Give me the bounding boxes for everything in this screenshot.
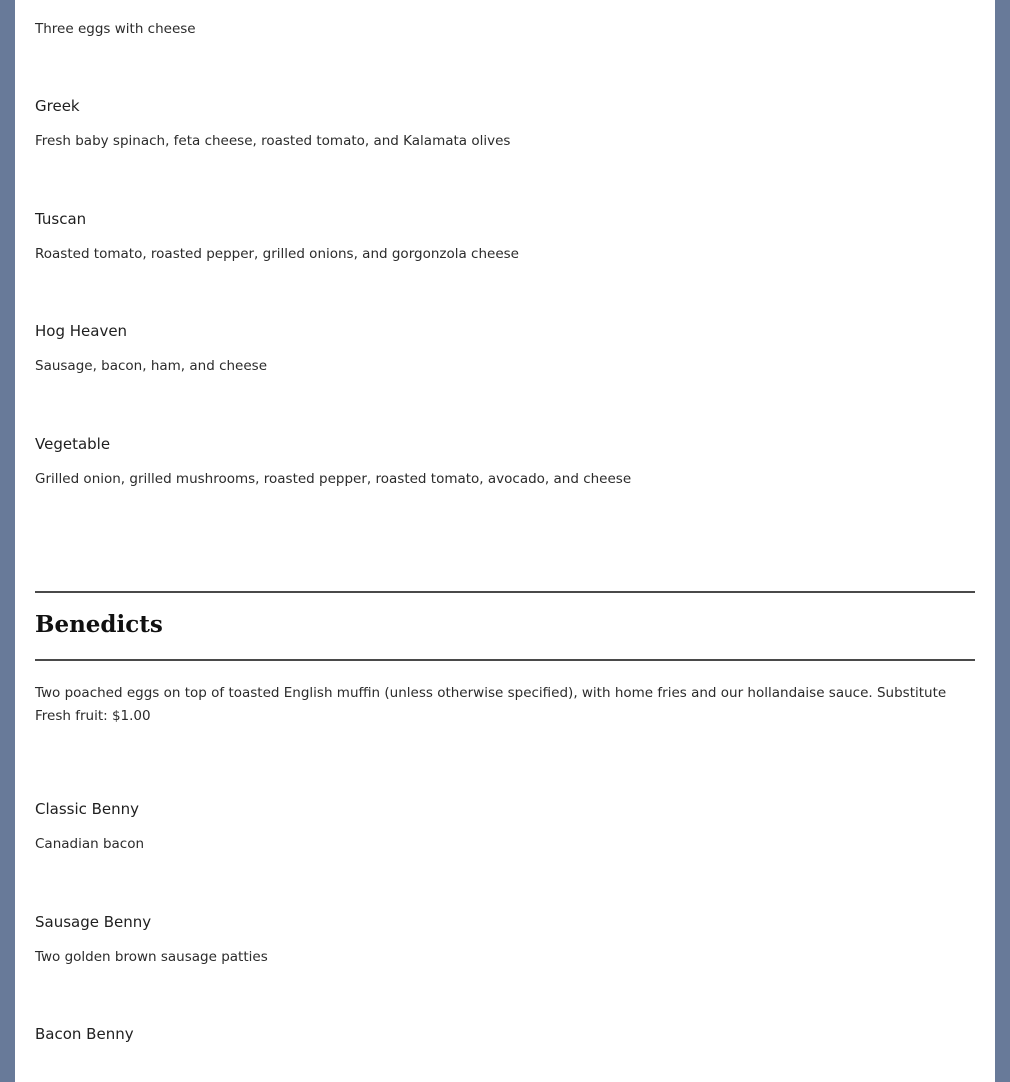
menu-item-description: Two golden brown sausage patties — [35, 949, 268, 965]
menu-item-description: Sausage, bacon, ham, and cheese — [35, 358, 268, 374]
menu-item-name: Vegetable — [35, 435, 111, 453]
menu-item-name: Classic Benny — [35, 800, 140, 818]
menu-item-hog-heaven — [35, 321, 975, 378]
menu-item-name: Bacon Benny — [35, 1025, 134, 1043]
menu-item-classic-benny — [35, 799, 975, 856]
section-intro-benedicts: Two poached eggs on top of toasted English muffin (unless otherwise specified), with home fries and our hollandaise sauce. Substitute Fresh fruit: $1.00 — [35, 685, 947, 724]
menu-item-name: Hog Heaven — [35, 322, 128, 340]
section-title-benedicts: Benedicts — [35, 611, 163, 638]
menu-item-cheese-omelette — [35, 18, 975, 41]
menu-page — [15, 0, 995, 1082]
menu-item-description: Fresh baby spinach, feta cheese, roasted tomato, and Kalamata olives — [35, 133, 511, 149]
menu-item-greek — [35, 96, 975, 153]
section-divider-bottom — [35, 659, 975, 661]
menu-item-name: Sausage Benny — [35, 913, 152, 931]
menu-item-description: Canadian bacon — [35, 836, 145, 852]
menu-item-bacon-benny — [35, 1024, 975, 1044]
menu-item-description: Grilled onion, grilled mushrooms, roasted pepper, roasted tomato, avocado, and cheese — [35, 471, 632, 487]
menu-item-name: Tuscan — [35, 210, 87, 228]
menu-item-description: Three eggs with cheese — [35, 21, 196, 37]
menu-item-name: Greek — [35, 97, 80, 115]
menu-item-vegetable — [35, 434, 975, 491]
menu-item-tuscan — [35, 209, 975, 266]
section-divider-top — [35, 591, 975, 593]
menu-item-sausage-benny — [35, 912, 975, 969]
menu-item-description: Roasted tomato, roasted pepper, grilled onions, and gorgonzola cheese — [35, 246, 519, 262]
